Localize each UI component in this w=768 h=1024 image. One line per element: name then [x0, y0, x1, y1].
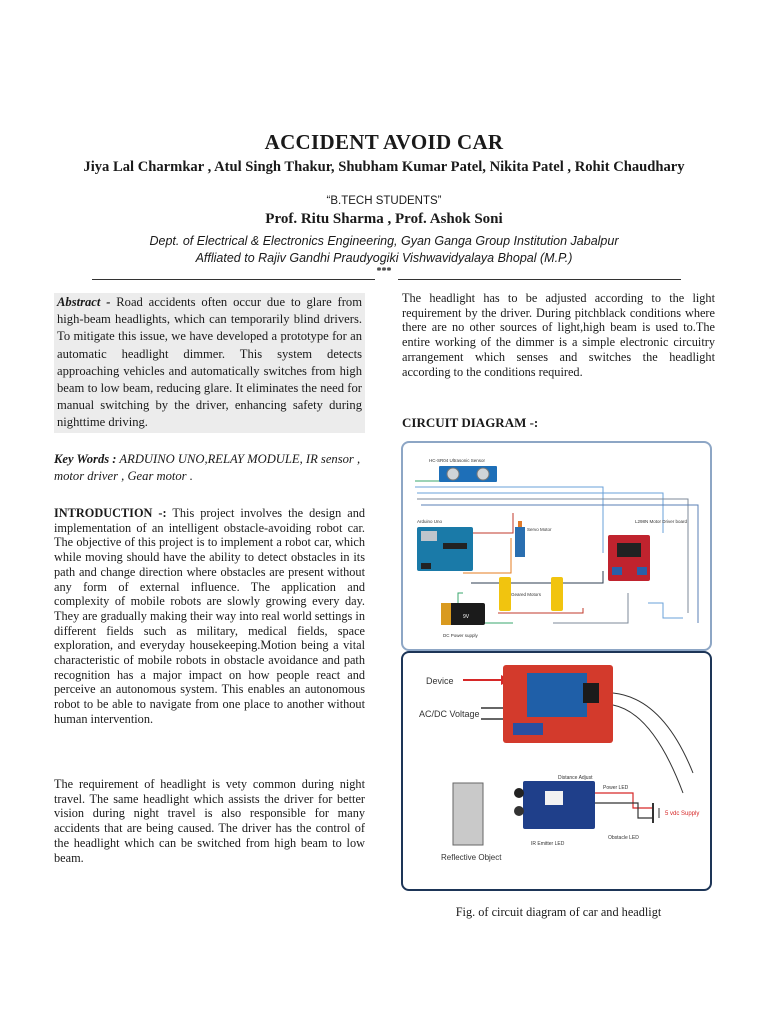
driver-label: L298N Motor Driver board [635, 519, 688, 524]
abstract-label: Abstract - [57, 295, 111, 309]
acdc-label: AC/DC Voltage [419, 709, 480, 719]
separator-rule-right [398, 279, 681, 280]
separator-stars: *** [376, 266, 392, 277]
servo-label: Servo Motor [527, 527, 552, 532]
requirement-paragraph: The requirement of headlight is vety common during night travel. The same headlight which assists the driver for better vision during night travel is also responsible for many accidents that are being caused. The driver has the control of the headlight which can be switched from high beam to low beam. [54, 777, 365, 865]
circuit-diagram-heading: CIRCUIT DIAGRAM -: [402, 415, 539, 430]
arduino-board-icon [417, 527, 473, 571]
professors: Prof. Ritu Sharma , Prof. Ashok Soni [265, 211, 503, 227]
motor-driver-icon [608, 535, 650, 581]
device-label: Device [426, 676, 454, 686]
motors-label: Geared Motors [511, 592, 542, 597]
power-led-label: Power LED [603, 785, 629, 791]
battery-text: 9V [463, 614, 470, 620]
introduction-section [54, 506, 365, 727]
ultrasonic-sensor-icon [439, 466, 497, 482]
servo-motor-icon [515, 521, 525, 557]
relay-module-icon [503, 665, 613, 743]
figure-caption: Fig. of circuit diagram of car and headligt [455, 905, 662, 919]
reflective-label: Reflective Object [441, 853, 502, 862]
circuit-figure-car [401, 441, 712, 651]
keywords-label: Key Words : [54, 452, 117, 466]
ir-sensor-icon [514, 781, 595, 829]
introduction-text: This project involves the design and implementation of an intelligent obstacle-avoiding robot car. The objective of this project is to implement a robot car, which while moving should have the ability to detect obstacles in its path and change direction where obstacles are present without any form of external influence. The application and complexity of mobile robots are slowly growing every day. They are gradually making their way into real world settings in different fields such as military, medical fields, space exploration, and everyday housekeeping.Motion being a vital characteristic of mobile robots in obstacle avoidance and path recognition has a major impact on how people react and perceive an autonomous system. This enables an autonomous robot to be able to navigate from one place to another without human intervention. [54, 506, 365, 726]
detector-label: Obstacle LED [608, 835, 639, 841]
circuit-figure-headlight [401, 651, 712, 891]
headlight-circuit-svg [403, 653, 710, 889]
abstract-text: Road accidents often occur due to glare from high-beam headlights, which can temporarily blind drivers. To mitigate this issue, we have developed a prototype for an automatic headlight dimmer. This system detects approaching vehicles and automatically switches from high beam to low beam, reducing glare. It eliminates the need for manual switching by the driver, enhancing safety during nighttime driving. [57, 295, 362, 430]
supply-symbol-icon [653, 803, 659, 823]
university-affiliation: Affliated to Rajiv Gandhi Praudyogiki Vishwavidyalaya Bhopal (M.P.) [195, 251, 573, 265]
department: Dept. of Electrical & Electronics Engineering, Gyan Ganga Group Institution Jabalpur [149, 234, 619, 248]
car-circuit-svg [403, 443, 710, 649]
keywords-text: ARDUINO UNO,RELAY MODULE, IR sensor , motor driver , Gear motor . [54, 452, 361, 483]
keywords-block [54, 451, 365, 485]
sensor-label: HC-SR04 Ultrasonic Sensor [429, 458, 486, 463]
headlight-paragraph: The headlight has to be adjusted according to the light requirement by the driver. During pitchblack conditions where there are no other sources of light,high beam is used to.The entire working of the dimmer is a simple electronic circuitry arrangement which senses and switches the headlight according to the conditions required. [402, 291, 715, 379]
distance-adjust-label: Distance Adjust [558, 775, 593, 781]
reflective-object-icon [453, 783, 483, 845]
supply-label: 5 vdc Supply [665, 811, 700, 817]
introduction-heading: INTRODUCTION -: [54, 506, 167, 520]
author-list: Jiya Lal Charmkar , Atul Singh Thakur, Shubham Kumar Patel, Nikita Patel , Rohit Chaudhary [83, 159, 685, 175]
separator-rule-left [92, 279, 375, 280]
paper-title: ACCIDENT AVOID CAR [264, 130, 504, 154]
power-label: DC Power supply [443, 633, 478, 638]
abstract-block [54, 293, 365, 433]
emitter-label: IR Emitter LED [531, 841, 565, 847]
students-note: “B.TECH STUDENTS” [326, 195, 442, 207]
arduino-label: Arduino Uno [417, 519, 443, 524]
affiliation-block [0, 233, 768, 267]
